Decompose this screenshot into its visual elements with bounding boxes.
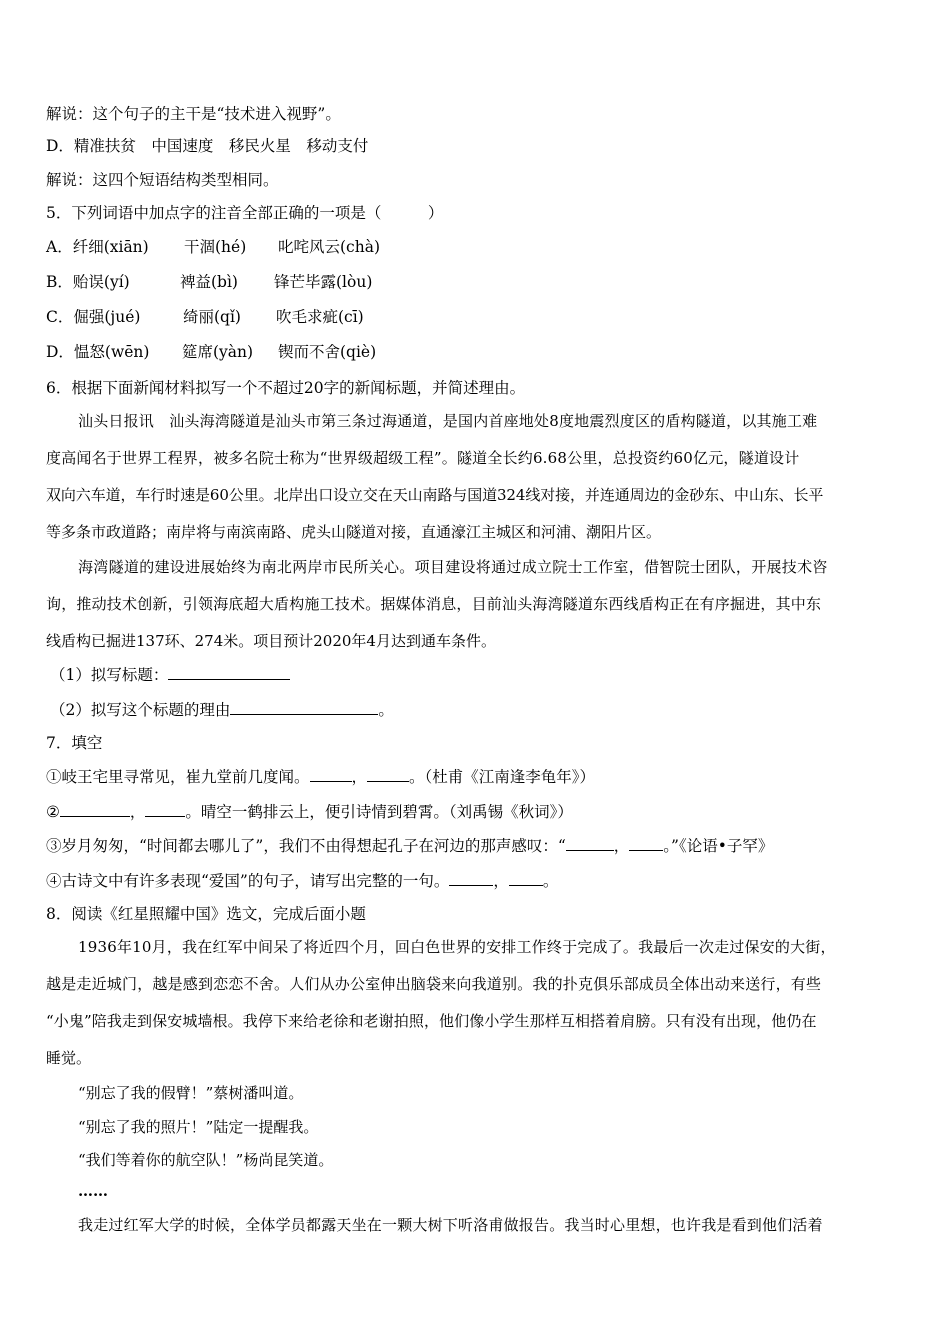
reading-dialogue-1: “别忘了我的假臂！”蔡树潘叫道。 xyxy=(78,1084,304,1102)
period: 。 xyxy=(378,701,394,719)
option-word: 锋芒毕露(lòu) xyxy=(274,273,373,291)
comma: ， xyxy=(351,768,368,786)
fill-blank[interactable] xyxy=(566,835,614,851)
option-word: A．纤细(xiān) xyxy=(46,238,149,256)
item-text: ①岐王宅里寻常见，崔九堂前几度闻。 xyxy=(46,768,310,786)
question-5-option-d xyxy=(46,342,376,362)
fill-blank[interactable] xyxy=(509,870,543,886)
fill-blank[interactable] xyxy=(629,835,663,851)
question-7-item-3 xyxy=(46,835,773,856)
comma: ， xyxy=(493,872,509,890)
news-paragraph-2-line-1: 海湾隧道的建设进展始终为南北两岸市民所关心。项目建设将通过成立院士工作室，借智院士团队，开展技术咨 xyxy=(78,558,828,576)
fill-blank[interactable] xyxy=(449,870,493,886)
item-text: ④古诗文中有许多表现“爱国”的句子，请写出完整的一句。 xyxy=(46,872,450,890)
item-source: 。晴空一鹤排云上，便引诗情到碧霄。（刘禹锡《秋词》） xyxy=(185,803,573,821)
item-source: 。（杜甫《江南逢李龟年》） xyxy=(409,768,596,786)
comma: ， xyxy=(613,837,630,855)
option-word: 吹毛求疵(cī) xyxy=(276,308,364,326)
reason-answer-blank[interactable] xyxy=(230,699,378,715)
comma: ， xyxy=(129,803,146,821)
reading-paragraph-2-line-1: 我走过红军大学的时候，全体学员都露天坐在一颗大树下听洛甫做报告。我当时心里想，也许我是看到他们活着 xyxy=(78,1216,823,1234)
reading-ellipsis: …… xyxy=(78,1182,108,1200)
question-6-stem: 6．根据下面新闻材料拟写一个不超过20字的新闻标题，并简述理由。 xyxy=(46,379,526,397)
period: 。 xyxy=(542,872,559,890)
news-paragraph-1-line-3: 双向六车道，车行时速是60公里。北岸出口设立交在天山南路与国道324线对接，并连通周边的金砂东、中山东、长平 xyxy=(46,486,824,504)
option-word: 叱咤风云(chà) xyxy=(278,238,380,256)
question-7-item-2 xyxy=(46,801,573,822)
question-5-option-c xyxy=(46,307,364,327)
explanation-line-2: 解说：这四个短语结构类型相同。 xyxy=(46,171,279,189)
option-word: C．倔强(jué) xyxy=(46,308,141,326)
explanation-line-1: 解说：这个句子的主干是“技术进入视野”。 xyxy=(46,105,341,123)
fill-blank[interactable] xyxy=(367,766,409,782)
question-6-part-2 xyxy=(50,699,394,720)
reading-paragraph-1-line-2: 越是走近城门，越是感到恋恋不舍。人们从办公室伸出脑袋来向我道别。我的扑克俱乐部成员全体出动来送行，有些 xyxy=(46,975,822,993)
option-word: 锲而不舍(qiè) xyxy=(278,343,377,361)
option-word: 干涸(hé) xyxy=(184,238,247,256)
reading-paragraph-1-line-3: “小鬼”陪我走到保安城墙根。我停下来给老徐和老谢拍照，他们像小学生那样互相搭着肩膀。只有没有出现，他仍在 xyxy=(46,1012,817,1030)
fill-blank[interactable] xyxy=(145,801,185,817)
item-number: ② xyxy=(46,803,60,821)
question-5-option-b xyxy=(46,272,372,292)
option-word: 绮丽(qǐ) xyxy=(183,308,241,326)
news-paragraph-1-line-2: 度高闻名于世界工程界，被多名院士称为“世界级超级工程”。隧道全长约6.68公里，总投资约60亿元，隧道设计 xyxy=(46,449,800,467)
prompt-label: （2）拟写这个标题的理由 xyxy=(50,701,231,719)
question-5-option-a xyxy=(46,237,380,257)
prompt-label: （1）拟写标题： xyxy=(50,666,169,684)
news-paragraph-2-line-3: 线盾构已掘进137环、274米。项目预计2020年4月达到通车条件。 xyxy=(46,632,496,650)
fill-blank[interactable] xyxy=(310,766,352,782)
question-7-item-4 xyxy=(46,870,558,891)
news-paragraph-1-line-1: 汕头日报讯 汕头海湾隧道是汕头市第三条过海通道，是国内首座地处8度地震烈度区的盾构隧道，以其施工难 xyxy=(78,412,818,430)
title-answer-blank[interactable] xyxy=(168,664,290,680)
option-d-line: D．精准扶贫 中国速度 移民火星 移动支付 xyxy=(46,137,369,155)
question-8-stem: 8．阅读《红星照耀中国》选文，完成后面小题 xyxy=(46,905,366,923)
reading-paragraph-1-line-1: 1936年10月，我在红军中间呆了将近四个月，回白色世界的安排工作终于完成了。我最后一次走过保安的大街， xyxy=(78,938,836,956)
news-paragraph-2-line-2: 询，推动技术创新，引领海底超大盾构施工技术。据媒体消息，目前汕头海湾隧道东西线盾构正在有序掘进，其中东 xyxy=(46,595,822,613)
news-paragraph-1-line-4: 等多条市政道路；南岸将与南滨南路、虎头山隧道对接，直通濠江主城区和河浦、潮阳片区。 xyxy=(46,523,662,541)
question-7-stem: 7．填空 xyxy=(46,734,103,752)
fill-blank[interactable] xyxy=(60,801,130,817)
option-word: B．贻误(yí) xyxy=(46,273,130,291)
item-text: ③岁月匆匆，“时间都去哪儿了”，我们不由得想起孔子在河边的那声感叹：“ xyxy=(46,837,566,855)
question-5-stem: 5．下列词语中加点字的注音全部正确的一项是（ ） xyxy=(46,204,444,222)
question-6-part-1 xyxy=(50,664,290,685)
option-word: D．愠怒(wēn) xyxy=(46,343,150,361)
option-word: 筵席(yàn) xyxy=(182,343,254,361)
item-source: 。”《论语•子罕》 xyxy=(663,837,774,855)
option-word: 裨益(bì) xyxy=(180,273,238,291)
reading-dialogue-2: “别忘了我的照片！”陆定一提醒我。 xyxy=(78,1118,319,1136)
reading-dialogue-3: “我们等着你的航空队！”杨尚昆笑道。 xyxy=(78,1151,334,1169)
reading-paragraph-1-line-4: 睡觉。 xyxy=(46,1049,92,1067)
question-7-item-1 xyxy=(46,766,595,787)
